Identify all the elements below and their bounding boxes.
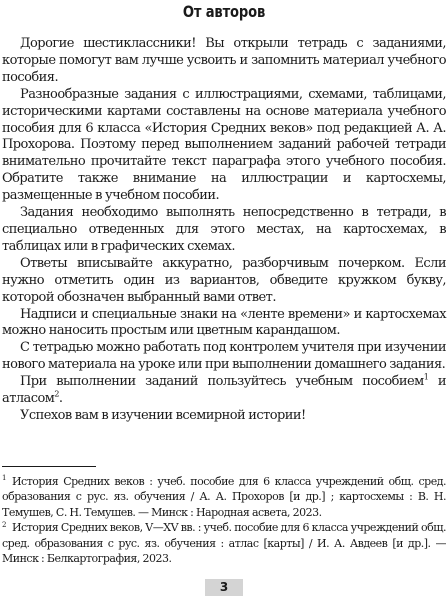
footnote-text-1: История Средних веков : учеб. пособие для 6 класса учреждений общ. сред. образования с рус. яз. обучения / А. А. Прохоров [и др.] ; картосхемы : В. Н. Темушев, С. Н. Темушев. — Минск : Народная асвета, 2023. [2, 475, 446, 519]
body-text [2, 36, 446, 425]
footnote-marker-2: 2 [2, 520, 6, 529]
paragraph-closing: Успехов вам в изучении всемирной истории! [20, 407, 306, 423]
paragraph-teacher: С тетрадью можно работать под контролем учителя при изучении нового материала на уроке или при выполнении домашнего задания. [2, 340, 446, 373]
paragraph-resources [2, 374, 446, 408]
resources-text-part1: При выполнении заданий пользуйтесь учебным пособием [20, 374, 424, 390]
footnote-divider [2, 466, 96, 467]
footnote-1 [2, 474, 446, 520]
resources-text-part3: . [58, 391, 63, 407]
page-number: 3 [205, 579, 243, 596]
footnote-marker-1: 1 [2, 474, 6, 483]
footnote-ref-2: 2 [54, 389, 59, 399]
page-title: От авторов [182, 2, 266, 21]
paragraph-intro: Дорогие шестиклассники! Вы открыли тетрадь с заданиями, которые помогут вам лучше усвоить и запомнить материал учебного пособия. [2, 36, 446, 85]
resources-text-part2: и атласом [2, 374, 446, 407]
footnote-2 [2, 520, 446, 566]
paragraph-where-to-work: Задания необходимо выполнять непосредственно в тетради, в специально отведенных для этого местах, на картосхемах, в таблицах или в графических схемах. [2, 205, 446, 254]
footnotes [2, 474, 446, 566]
paragraph-timeline: Надписи и специальные знаки на «ленте времени» и картосхемах можно наносить простым или цветным карандашом. [2, 306, 446, 339]
footnote-ref-1: 1 [423, 372, 429, 382]
paragraph-answers: Ответы вписывайте аккуратно, разборчивым почерком. Если нужно отметить один из вариантов, обведите кружком букву, которой обозначен выбранный вами ответ. [2, 255, 446, 305]
paragraph-tasks: Разнообразные задания с иллюстрациями, схемами, таблицами, историческими картами составлены на основе материала учебного пособия для 6 класса «История Средних веков» под редакцией А. А. Прохорова. Поэтому перед выполнением заданий рабочей тетради внимательно прочитайте текст параграфа этого учебного пособия. Обратите также внимание на иллюстрации и картосхемы, размещенные в учебном пособии. [2, 86, 446, 204]
footnote-text-2: История Средних веков, V—XV вв. : учеб. пособие для 6 класса учреждений общ. сред. образования с рус. яз. обучения : атлас [карты] / И. А. Авдеев [и др.]. — Минск : Белкартография, 2023. [2, 521, 446, 566]
